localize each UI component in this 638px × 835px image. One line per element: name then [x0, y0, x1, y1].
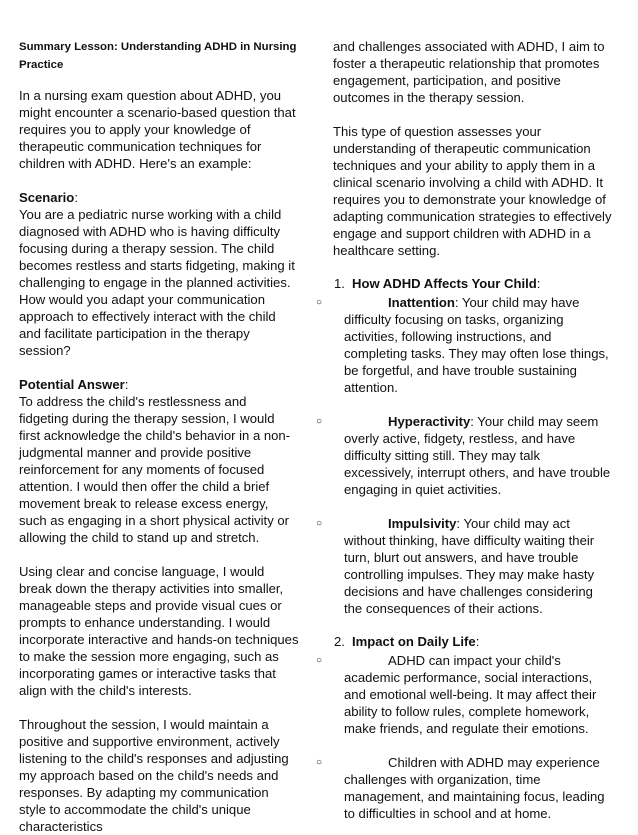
bullet-lead: Inattention — [388, 295, 455, 310]
section-1-heading — [333, 275, 613, 292]
bullet-circle-icon: ○ — [316, 518, 323, 529]
list-item — [316, 294, 613, 396]
continuation-paragraph: and challenges associated with ADHD, I aim to foster a therapeutic relationship that promotes engagement, participation, and positive outcomes in the therapy session. — [333, 39, 605, 105]
bullet-text: : Your child may act without thinking, have difficulty waiting their turn, blurt out answers, and have trouble controlling impulses. They may make hasty decisions and have challenges considering the consequences of their actions. — [344, 516, 595, 616]
scenario-heading-line — [19, 189, 299, 206]
scenario-heading: Scenario — [19, 190, 75, 205]
scenario-colon: : — [74, 190, 78, 205]
answer-heading-line — [19, 376, 299, 393]
section-1-label: How ADHD Affects Your Child — [352, 276, 537, 291]
intro-paragraph: In a nursing exam question about ADHD, you might encounter a scenario-based question that requires you to apply your knowledge of therapeutic communication techniques for children with ADHD. Here's an example: — [19, 88, 296, 171]
bullet-circle-icon: ○ — [316, 757, 323, 768]
bullet-circle-icon: ○ — [316, 655, 323, 666]
answer-paragraph-2: Using clear and concise language, I would break down the therapy activities into smaller, manageable steps and provide visual cues or prompts to enhance understanding. I would incorporate interactive and hands-on techniques to make the session more engaging, such as incorporating games or interactive tasks that align with the child's interests. — [19, 564, 299, 698]
bullet-circle-icon: ○ — [316, 297, 323, 308]
list-item — [316, 413, 613, 498]
answer-paragraph-1: To address the child's restlessness and fidgeting during the therapy session, I would first acknowledge the child's behavior in a non-judgmental manner and provide positive reinforcement for any moments of focused attention. I would then offer the child a brief movement break to release excess energy, such as engaging in a short physical activity or allowing the child to stand up and stretch. — [19, 394, 291, 545]
bullet-lead: Hyperactivity — [388, 414, 471, 429]
list-item — [316, 515, 613, 617]
section-2-number: 2. — [334, 634, 345, 649]
list-item — [316, 754, 613, 822]
right-column — [316, 38, 613, 822]
bullet-lead: Impulsivity — [388, 516, 457, 531]
bullet-circle-icon: ○ — [316, 416, 323, 427]
bullet-text: ADHD can impact your child's academic performance, social interactions, and emotional well-being. It may affect their ability to follow rules, complete homework, make friends, and regulate their emotions. — [344, 653, 597, 736]
bullet-text: : Your child may have difficulty focusing on tasks, organizing activities, following instructions, and completing tasks. They may often lose things, be forgetful, and have trouble sustaining attention. — [344, 295, 609, 395]
list-item — [316, 652, 613, 737]
scenario-paragraph: You are a pediatric nurse working with a child diagnosed with ADHD who is having difficulty focusing during a therapy session. The child becomes restless and starts fidgeting, making it challenging to engage in the planned activities. How would you adapt your communication approach to effectively interact with the child and facilitate participation in the therapy session? — [19, 207, 295, 358]
section-2-heading — [333, 633, 613, 650]
section-1-number: 1. — [334, 276, 345, 291]
bullet-text: Children with ADHD may experience challenges with organization, time management, and maintaining focus, leading to difficulties in school and at home. — [344, 755, 605, 821]
answer-colon: : — [124, 377, 129, 392]
lesson-title: Summary Lesson: Understanding ADHD in Nursing Practice — [19, 41, 297, 71]
assessment-paragraph: This type of question assesses your understanding of therapeutic communication techniques and your ability to apply them in a clinical scenario involving a child with ADHD. It requires you to demonstrate your knowledge of adapting communication strategies to effectively engage and support children with ADHD in a healthcare setting. — [333, 124, 612, 258]
section-2-label: Impact on Daily Life — [352, 634, 476, 649]
bullet-text: : Your child may seem overly active, fidgety, restless, and have difficulty sitting still. They may talk excessively, interrupt others, and have trouble engaging in quiet activities. — [344, 414, 611, 497]
section-2-colon: : — [475, 634, 480, 649]
answer-paragraph-3: Throughout the session, I would maintain a positive and supportive environment, actively listening to the child's responses and adjusting my approach based on the child's needs and responses. By adapting my communication style to accommodate the child's unique characteristics — [19, 717, 289, 834]
left-column — [19, 38, 299, 835]
section-1-colon: : — [536, 276, 541, 291]
answer-heading: Potential Answer — [19, 377, 125, 392]
